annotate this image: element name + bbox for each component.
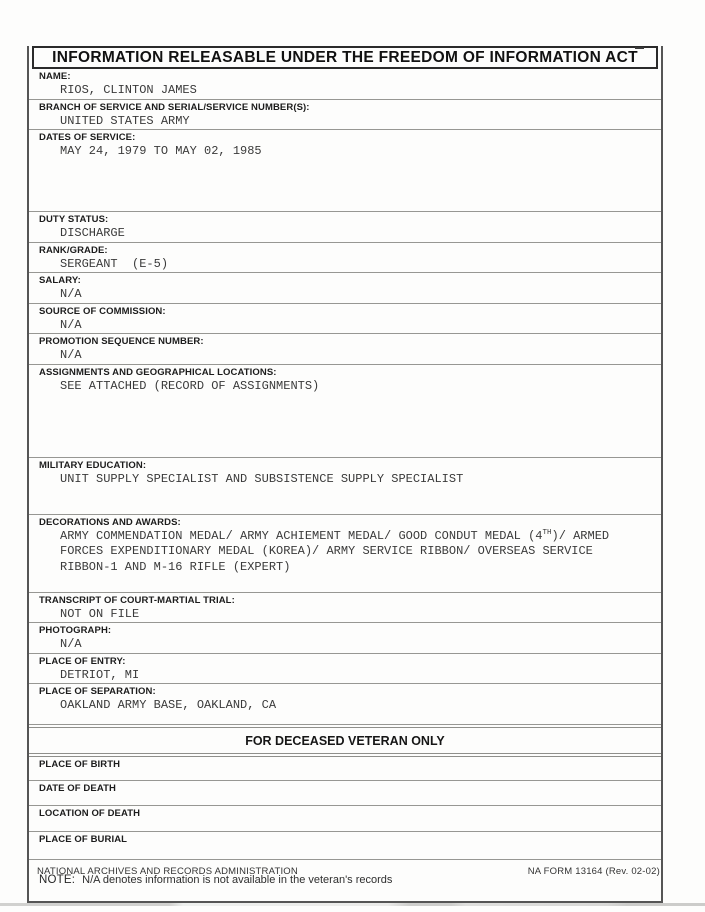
decorations-text: ARMY COMMENDATION MEDAL/ ARMY ACHIEMENT MEDAL/ GOOD CONDUT MEDAL (4	[60, 528, 543, 543]
field-value: UNIT SUPPLY SPECIALIST AND SUBSISTENCE SUPPLY SPECIALIST	[60, 471, 464, 486]
field-value-line-1	[29, 529, 661, 545]
scan-artifact	[635, 47, 644, 49]
field-value: DETRIOT, MI	[60, 667, 140, 682]
field-place-of-burial	[29, 832, 661, 860]
agency-name: NATIONAL ARCHIVES AND RECORDS ADMINISTRATION	[37, 866, 298, 877]
field-label: PLACE OF SEPARATION:	[39, 686, 156, 697]
field-value: RIOS, CLINTON JAMES	[60, 83, 197, 97]
field-date-of-death	[29, 781, 661, 806]
field-label: ASSIGNMENTS AND GEOGRAPHICAL LOCATIONS:	[39, 366, 277, 378]
field-promotion-sequence-number	[29, 334, 661, 365]
field-photograph	[29, 623, 661, 654]
field-label: DUTY STATUS:	[39, 214, 109, 225]
field-military-education	[29, 458, 661, 515]
field-label: PLACE OF BIRTH	[39, 759, 121, 770]
field-value: N/A	[60, 317, 82, 332]
field-value: N/A	[60, 287, 82, 301]
field-label: PLACE OF BURIAL	[39, 834, 128, 845]
field-name	[29, 69, 661, 100]
field-place-of-entry	[29, 654, 661, 685]
field-value: OAKLAND ARMY BASE, OAKLAND, CA	[60, 698, 277, 712]
field-label: PLACE OF ENTRY:	[39, 655, 126, 667]
field-value: NOT ON FILE	[60, 606, 140, 621]
field-label: MILITARY EDUCATION:	[39, 459, 147, 471]
field-value: MAY 24, 1979 TO MAY 02, 1985	[60, 144, 262, 158]
note-text: N/A denotes information is not available in the veteran's records	[82, 874, 393, 886]
field-value-line-3: RIBBON-1 AND M-16 RIFLE (EXPERT)	[60, 559, 291, 574]
form-footer	[27, 866, 663, 880]
field-label: PHOTOGRAPH:	[39, 625, 112, 636]
scan-edge-artifact	[0, 903, 705, 906]
field-location-of-death	[29, 806, 661, 832]
field-label: SALARY:	[39, 275, 81, 286]
foia-release-form	[27, 46, 663, 903]
field-source-of-commission	[29, 304, 661, 335]
field-label: NAME:	[39, 71, 71, 82]
deceased-section-header: FOR DECEASED VETERAN ONLY	[29, 727, 661, 754]
ordinal-superscript: TH	[542, 528, 552, 537]
field-value: DISCHARGE	[60, 226, 125, 240]
field-label: RANK/GRADE:	[39, 244, 108, 256]
field-label: LOCATION OF DEATH	[39, 808, 141, 819]
field-value: SERGEANT (E-5)	[60, 256, 169, 271]
field-dates-of-service	[29, 130, 661, 212]
field-value: SEE ATTACHED (RECORD OF ASSIGNMENTS)	[60, 378, 320, 393]
field-duty-status	[29, 212, 661, 243]
form-number: NA FORM 13164 (Rev. 02-02)	[527, 866, 660, 877]
decorations-text: )/ ARMED	[551, 528, 610, 543]
field-value: N/A	[60, 348, 82, 362]
field-label: BRANCH OF SERVICE AND SERIAL/SERVICE NUMBER(S):	[39, 101, 310, 113]
field-value: N/A	[60, 637, 82, 651]
field-value-line-2: FORCES EXPENDITIONARY MEDAL (KOREA)/ ARMY SERVICE RIBBON/ OVERSEAS SERVICE	[60, 544, 593, 558]
field-salary	[29, 273, 661, 304]
field-label: TRANSCRIPT OF COURT-MARTIAL TRIAL:	[39, 594, 235, 606]
field-branch-of-service	[29, 100, 661, 131]
field-place-of-separation	[29, 684, 661, 725]
field-label: SOURCE OF COMMISSION:	[39, 305, 166, 317]
form-title: INFORMATION RELEASABLE UNDER THE FREEDOM OF INFORMATION ACT	[32, 46, 658, 69]
field-label: DATES OF SERVICE:	[39, 132, 136, 143]
field-decorations-awards	[29, 515, 661, 593]
field-place-of-birth	[29, 756, 661, 781]
field-label: PROMOTION SEQUENCE NUMBER:	[39, 336, 204, 347]
field-assignments-locations	[29, 365, 661, 458]
note-prefix: NOTE:	[39, 874, 76, 886]
field-label: DECORATIONS AND AWARDS:	[39, 516, 181, 528]
field-label: DATE OF DEATH	[39, 783, 116, 794]
field-rank-grade	[29, 243, 661, 274]
field-court-martial-transcript	[29, 593, 661, 624]
field-value: UNITED STATES ARMY	[60, 113, 190, 128]
